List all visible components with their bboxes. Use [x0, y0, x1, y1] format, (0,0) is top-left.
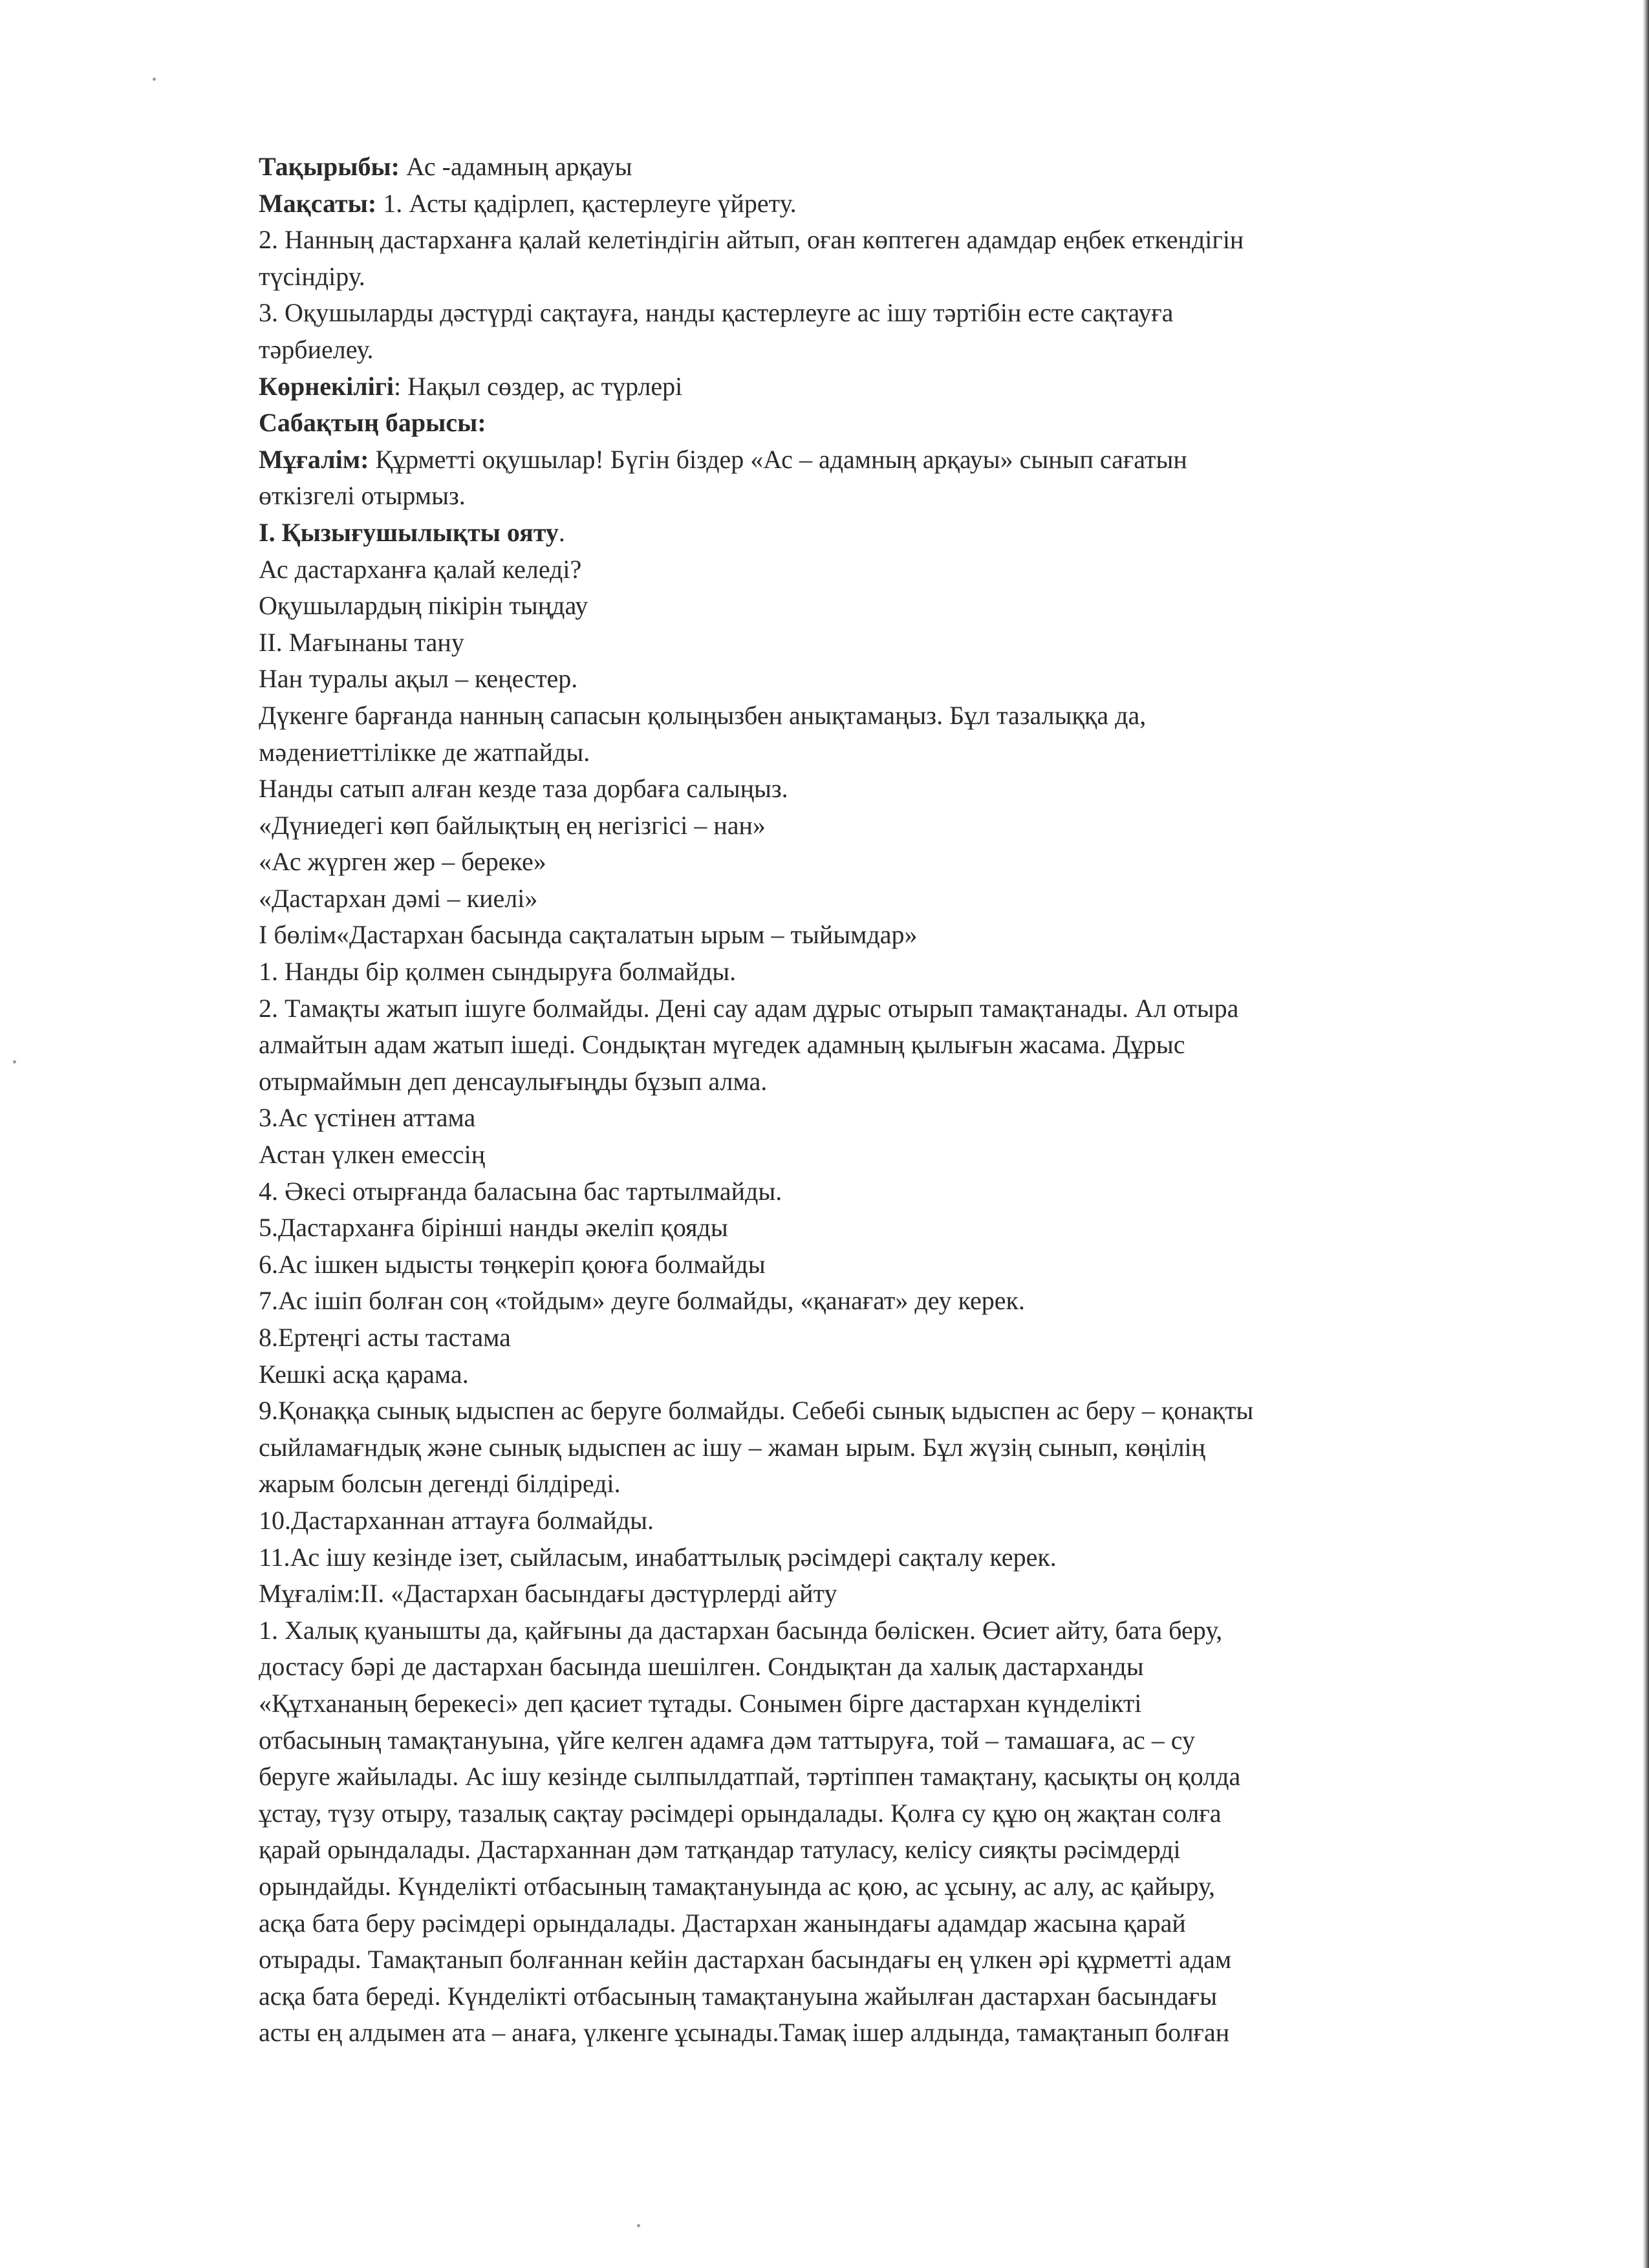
line-text: «Дүниедегі көп байлықтың ең негізгісі – нан»: [259, 810, 766, 840]
text-line: [259, 2015, 1520, 2051]
line-text: асқа бата береді. Күнделікті отбасының тамақтануына жайылған дастархан басындағы: [259, 1981, 1217, 2011]
line-text: «Ас жүрген жер – береке»: [259, 847, 546, 877]
text-line: [259, 1978, 1520, 2015]
text-line: [259, 1027, 1520, 1064]
line-text: қарай орындалады. Дастарханнан дәм татқандар татуласу, келісу сияқты рәсімдерді: [259, 1835, 1181, 1865]
line-text: Кешкі асқа қарама.: [259, 1359, 469, 1389]
scan-speck: [637, 2224, 640, 2227]
text-line: [259, 1283, 1520, 1320]
text-line: [259, 1832, 1520, 1868]
text-line: [259, 1685, 1520, 1722]
line-text: «Құтхананың берекесі» деп қасиет тұтады. Сонымен бірге дастархан күнделікті: [259, 1688, 1142, 1718]
text-line: [259, 1868, 1520, 1905]
line-text: 9.Қонаққа сынық ыдыспен ас беруге болмайды. Себебі сынық ыдыспен ас беру – қонақты: [259, 1396, 1254, 1426]
text-line: [259, 1503, 1520, 1539]
text-line: [259, 1576, 1520, 1612]
text-line: [259, 369, 1520, 405]
text-line: [259, 1649, 1520, 1685]
line-text: орындайды. Күнделікті отбасының тамақтануында ас қою, ас ұсыну, ас алу, ас қайыру,: [259, 1871, 1216, 1901]
line-text: жарым болсын дегенді білдіреді.: [259, 1469, 621, 1499]
line-text: алмайтын адам жатып ішеді. Сондықтан мүгедек адамның қылығын жасама. Дұрыс: [259, 1030, 1185, 1060]
text-line: [259, 808, 1520, 844]
text-line: [259, 295, 1520, 332]
text-line: [259, 954, 1520, 990]
line-text: отбасының тамақтануына, үйге келген адамға дәм таттыруға, той – тамашаға, ас – су: [259, 1725, 1195, 1755]
text-line: [259, 1539, 1520, 1576]
text-line: [259, 1137, 1520, 1173]
text-line: [259, 1064, 1520, 1100]
text-line: [259, 1722, 1520, 1759]
line-text: беруге жайылады. Ас ішу кезінде сылпылдатпай, тәртіппен тамақтану, қасықты оң қолда: [259, 1762, 1241, 1792]
line-text: 3.Ас үстінен аттама: [259, 1103, 476, 1133]
text-line: [259, 222, 1520, 259]
line-text: 4. Әкесі отырғанда баласына бас тартылмайды.: [259, 1176, 782, 1206]
line-text: өткізгелі отырмыз.: [259, 481, 466, 511]
bold-label: Көрнекілігі: [259, 371, 394, 401]
line-text: 2. Тамақты жатып ішуге болмайды. Дені сау адам дұрыс отырып тамақтанады. Ал отыра: [259, 993, 1239, 1023]
line-text: 1. Нанды бір қолмен сындыруға болмайды.: [259, 957, 737, 987]
scan-speck: [13, 1060, 16, 1064]
line-text: І бөлім«Дастархан басында сақталатын ырым – тыйымдар»: [259, 920, 918, 950]
text-line: [259, 1356, 1520, 1393]
line-text: 1. Халық қуанышты да, қайғыны да дастархан басында бөліскен. Өсиет айту, бата беру,: [259, 1615, 1223, 1645]
text-line: [259, 1429, 1520, 1466]
line-text: отырмаймын деп денсаулығыңды бұзып алма.: [259, 1066, 768, 1096]
text-line: [259, 149, 1520, 186]
line-text: .: [558, 517, 565, 547]
line-text: «Дастархан дәмі – киелі»: [259, 883, 538, 913]
line-text: Нанды сатып алған кезде таза дорбаға салыңыз.: [259, 774, 788, 804]
text-line: [259, 990, 1520, 1027]
bold-label: Тақырыбы:: [259, 152, 400, 181]
line-text: Мұғалім:ІІ. «Дастархан басындағы дәстүрлерді айту: [259, 1579, 837, 1609]
text-line: [259, 332, 1520, 369]
line-text: 11.Ас ішу кезінде ізет, сыйласым, инабаттылық рәсімдері сақталу керек.: [259, 1542, 1057, 1572]
line-text: мәдениеттілікке де жатпайды.: [259, 737, 590, 767]
line-text: 6.Ас ішкен ыдысты төңкеріп қоюға болмайды: [259, 1249, 766, 1279]
line-text: асқа бата беру рәсімдері орындалады. Дастархан жанындағы адамдар жасына қарай: [259, 1908, 1186, 1938]
text-line: [259, 442, 1520, 478]
text-line: [259, 1905, 1520, 1942]
text-line: [259, 1759, 1520, 1795]
text-line: [259, 1393, 1520, 1429]
text-line: [259, 478, 1520, 515]
line-text: ІІ. Мағынаны тану: [259, 627, 464, 657]
line-text: Ас -адамның арқауы: [400, 152, 632, 181]
text-line: [259, 1210, 1520, 1246]
bold-label: Мақсаты:: [259, 188, 377, 218]
line-text: 1. Асты қадірлеп, қастерлеуге үйрету.: [376, 188, 797, 218]
line-text: Ас дастарханға қалай келеді?: [259, 554, 582, 584]
document-page: [259, 149, 1520, 2051]
text-line: [259, 1612, 1520, 1649]
line-text: Құрметті оқушылар! Бүгін біздер «Ас – адамның арқауы» сынып сағатын: [369, 444, 1187, 474]
text-line: [259, 405, 1520, 442]
line-text: Нан туралы ақыл – кеңестер.: [259, 664, 578, 694]
text-line: [259, 734, 1520, 771]
text-line: [259, 1320, 1520, 1356]
scan-edge-shadow: [1643, 0, 1649, 2268]
text-line: [259, 259, 1520, 295]
text-line: [259, 844, 1520, 881]
line-text: сыйламағндық және сынық ыдыспен ас ішу – жаман ырым. Бұл жүзің сынып, көңілің: [259, 1432, 1206, 1462]
line-text: 2. Нанның дастарханға қалай келетіндігін айтып, оған көптеген адамдар еңбек еткендігін: [259, 225, 1244, 255]
line-text: 10.Дастарханнан аттауға болмайды.: [259, 1505, 654, 1535]
text-line: [259, 698, 1520, 734]
line-text: достасу бәрі де дастархан басында шешілген. Сондықтан да халық дастарханды: [259, 1652, 1144, 1682]
text-line: [259, 625, 1520, 661]
line-text: түсіндіру.: [259, 261, 365, 291]
line-text: ұстау, түзу отыру, тазалық сақтау рәсімдері орындалады. Қолға су құю оң жақтан солға: [259, 1798, 1222, 1828]
line-text: Оқушылардың пікірін тыңдау: [259, 591, 588, 621]
text-line: [259, 771, 1520, 808]
line-text: Дүкенге барғанда нанның сапасын қолыңызбен анықтамаңыз. Бұл тазалыққа да,: [259, 700, 1147, 730]
line-text: 5.Дастарханға бірінші нанды әкеліп қояды: [259, 1213, 728, 1243]
bold-label: І. Қызығушылықты ояту: [259, 517, 559, 547]
line-text: : Нақыл сөздер, ас түрлері: [394, 371, 683, 401]
bold-label: Сабақтың барысы:: [259, 408, 486, 438]
line-text: 7.Ас ішіп болған соң «тойдым» деуге болмайды, «қанағат» деу керек.: [259, 1286, 1025, 1316]
text-line: [259, 661, 1520, 698]
text-line: [259, 186, 1520, 222]
line-text: 3. Оқушыларды дәстүрді сақтауға, нанды қастерлеуге ас ішу тәртібін есте сақтауға: [259, 298, 1174, 328]
text-line: [259, 588, 1520, 625]
text-line: [259, 551, 1520, 588]
line-text: 8.Ертеңгі асты тастама: [259, 1323, 511, 1352]
bold-label: Мұғалім:: [259, 444, 369, 474]
scan-speck: [153, 78, 156, 81]
line-text: Астан үлкен емессің: [259, 1140, 486, 1170]
text-line: [259, 1246, 1520, 1283]
line-text: тәрбиелеу.: [259, 334, 374, 364]
text-line: [259, 1466, 1520, 1503]
line-text: отырады. Тамақтанып болғаннан кейін дастархан басындағы ең үлкен әрі құрметті адам: [259, 1945, 1232, 1974]
text-line: [259, 1942, 1520, 1978]
text-line: [259, 881, 1520, 917]
text-line: [259, 1100, 1520, 1137]
text-line: [259, 917, 1520, 954]
text-line: [259, 1173, 1520, 1210]
text-line: [259, 515, 1520, 551]
line-text: асты ең алдымен ата – анаға, үлкенге ұсынады.Тамақ ішер алдында, тамақтанып болған: [259, 2018, 1230, 2048]
text-line: [259, 1795, 1520, 1832]
